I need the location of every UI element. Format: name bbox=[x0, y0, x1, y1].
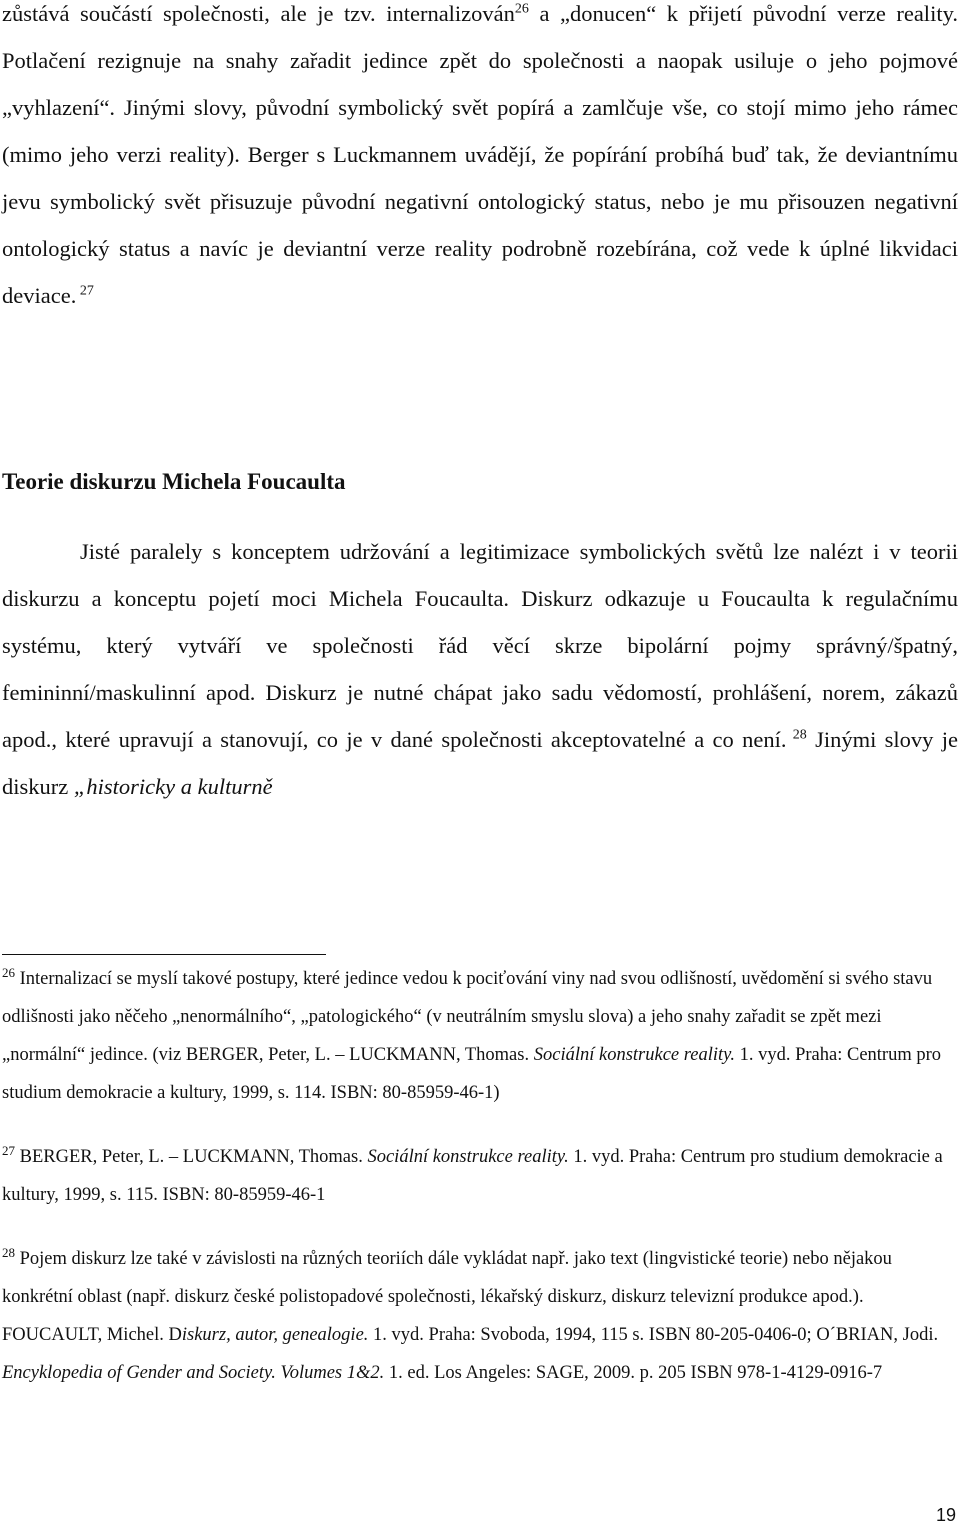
footnote-ref-26[interactable]: 26 bbox=[514, 1, 529, 17]
footnote-28 bbox=[2, 1240, 954, 1392]
footnote-27 bbox=[2, 1138, 954, 1214]
paragraph-text: zůstává součástí společnosti, ale je tzv. internalizován bbox=[2, 1, 515, 26]
footnote-text: BERGER, Peter, L. – LUCKMANN, Thomas. bbox=[15, 1147, 368, 1167]
paragraph-text: Jisté paralely s konceptem udržování a legitimizace symbolických světů lze nalézt i v teorii diskurzu a konceptu pojetí moci Michela Foucaulta. Diskurz odkazuje u Foucaulta k regulačnímu systému, který vytváří ve společnosti řád věcí skrze bipolární pojmy správný/špatný, femininní/maskulinní apod. Diskurz je nutné chápat jako sadu vědomostí, prohlášení, norem, zákazů apod., které upravují a stanovují, co je v dané společnosti akceptovatelné a co není. bbox=[2, 539, 958, 752]
footnote-number: 28 bbox=[2, 1244, 15, 1260]
footnote-italic: Sociální konstrukce reality. bbox=[533, 1045, 735, 1065]
footnote-number: 27 bbox=[2, 1142, 15, 1158]
footnote-italic: Encyklopedia of Gender and Society. Volumes 1&2. bbox=[2, 1363, 385, 1383]
footnote-text: 1. ed. Los Angeles: SAGE, 2009. p. 205 ISBN 978-1-4129-0916-7 bbox=[384, 1363, 883, 1383]
footnote-italic: Sociální konstrukce reality. bbox=[367, 1147, 569, 1167]
footnote-ref-28[interactable]: 28 bbox=[786, 727, 807, 743]
footnote-text: Pojem diskurz lze také v závislosti na různých teoriích dále vykládat např. jako text (lingvistické teorie) nebo nějakou konkrétní oblast (např. diskurz české polistopadové společnosti, lékařský diskurz, diskurz televizní produkce apod.). FOUCAULT, Michel. D bbox=[2, 1249, 892, 1345]
body-paragraph bbox=[2, 528, 958, 810]
footnote-separator bbox=[2, 954, 326, 955]
footnote-ref-27[interactable]: 27 bbox=[76, 283, 94, 299]
footnote-text: 1. vyd. Praha: Svoboda, 1994, 115 s. ISBN 80-205-0406-0; O´BRIAN, Jodi. bbox=[368, 1325, 939, 1345]
footnotes bbox=[2, 960, 954, 1392]
footnote-italic: iskurz, autor, genealogie. bbox=[181, 1325, 369, 1345]
paragraph-text: a „donucen“ k přijetí původní verze reality. Potlačení rezignuje na snahy zařadit jedince zpět do společnosti a naopak usiluje o jeho pojmové „vyhlazení“. Jinými slovy, původní symbolický svět popírá a zamlčuje vše, co stojí mimo jeho rámec (mimo jeho verzi reality). Berger s Luckmannem uvádějí, že popírání probíhá buď tak, že deviantnímu jevu symbolický svět přisuzuje původní negativní ontologický status, nebo je mu přisouzen negativní ontologický status a navíc je deviantní verze reality podrobně rozebírána, což vede k úplné likvidaci deviace. bbox=[2, 1, 958, 308]
page-number: 19 bbox=[935, 1505, 956, 1525]
italic-quote: „historicky a kulturně bbox=[73, 774, 273, 799]
footnote-text: Internalizací se myslí takové postupy, které jedince vedou k pociťování viny nad svou odlišností, uvědomění si svého stavu odlišnosti jako něčeho „nenormálního“, „patologického“ (v neutrálním smyslu slova) a jeho snahy zařadit se zpět mezi „normální“ jedince. (viz BERGER, Peter, L. – LUCKMANN, Thomas. bbox=[2, 969, 933, 1065]
section-heading: Teorie diskurzu Michela Foucaulta bbox=[2, 469, 346, 494]
footnote-number: 26 bbox=[2, 964, 15, 980]
footnote-text: 1. vyd. Praha: Centrum pro studium demokracie a kultury, 1999, s. 114. ISBN: 80-85959-46-1) bbox=[2, 1045, 942, 1103]
footnote-text: 1. vyd. Praha: Centrum pro studium demokracie a kultury, 1999, s. 115. ISBN: 80-85959-46-1 bbox=[2, 1147, 943, 1205]
footnote-26 bbox=[2, 960, 954, 1112]
paragraph-text: Jinými slovy je diskurz bbox=[2, 727, 959, 799]
body-paragraph bbox=[2, 0, 958, 319]
